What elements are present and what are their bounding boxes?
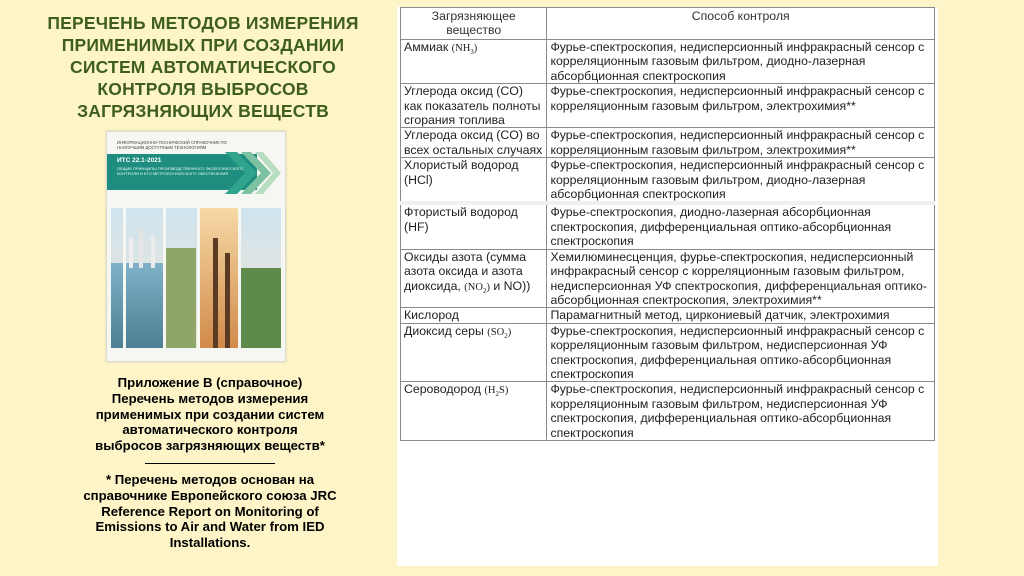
cover-photo-collage: [111, 208, 281, 348]
table-row: Диоксид серы $(SO_2)$ Фурье-спектроскопия, недисперсионный инфракрасный сенсор с корреляционным газовым фильтром, недисперсионная УФ спектроскопия, дифференциальная оптико-абсорбционная спектроскопия: [401, 323, 935, 382]
cover-publisher: ИНФОРМАЦИОННО-ТЕХНИЧЕСКИЙ СПРАВОЧНИК ПО НАИЛУЧШИМ ДОСТУПНЫМ ТЕХНОЛОГИЯМ: [117, 140, 227, 150]
slide-title: ПЕРЕЧЕНЬ МЕТОДОВ ИЗМЕРЕНИЯ ПРИМЕНИМЫХ ПРИ СОЗДАНИИ СИСТЕМ АВТОМАТИЧЕСКОГО КОНТРОЛЯ ВЫБРОСОВ ЗАГРЯЗНЯЮЩИХ ВЕЩЕСТВ: [47, 13, 359, 121]
cover-subtitle: ОБЩИЕ ПРИНЦИПЫ ПРОИЗВОДСТВЕННОГО ЭКОЛОГИЧЕСКОГО КОНТРОЛЯ И ЕГО МЕТРОЛОГИЧЕСКОГО ОБЕСПЕЧЕНИЯ: [117, 166, 244, 176]
divider: [145, 463, 275, 464]
methods-table-image: [397, 7, 938, 566]
column-header-substance: Загрязняющее вещество: [401, 8, 547, 40]
appendix-caption: Приложение В (справочное) Перечень методов измерения применимых при создании систем автоматического контроля выбросов загрязняющих веществ* * Перечень методов основан на справочнике Европейского союза JRC Reference Report on Monitoring of Emissions to Air and Water from IED Installations.: [83, 375, 337, 551]
book-cover-image: [106, 131, 286, 362]
column-header-method: Способ контроля: [547, 8, 935, 40]
table-row: Кислород Парамагнитный метод, циркониевый датчик, электрохимия: [401, 308, 935, 323]
cover-code: ИТС 22.1-2021: [117, 157, 162, 164]
table-row: Оксиды азота (сумма азота оксида и азота диоксида, $(NO_2)$ и NO)) Хемилюминесценция, фурье-спектроскопия, недисперсионный инфракрасный сенсор с корреляционным газовым фильтром, недисперсионная УФ спектроскопия, дифференциальная оптико-абсорбционная спектроскопия, электрохимия**: [401, 249, 935, 308]
table-row: Фтористый водород (HF) Фурье-спектроскопия, диодно-лазерная абсорбционная спектроскопия, дифференциальная оптико-абсорбционная спектроскопия: [401, 203, 935, 249]
table-row: Аммиак $(NH_3)$ Фурье-спектроскопия, недисперсионный инфракрасный сенсор с корреляционным газовым фильтром, диодно-лазерная абсорбционная спектроскопия: [401, 40, 935, 84]
table-row: Сероводород $(H_2S)$ Фурье-спектроскопия, недисперсионный инфракрасный сенсор с корреляционным газовым фильтром, недисперсионная УФ спектроскопия, дифференциальная оптико-абсорбционная спектроскопия: [401, 382, 935, 441]
table-row: Углерода оксид (CO) как показатель полноты сгорания топлива Фурье-спектроскопия, недисперсионный инфракрасный сенсор с корреляционным газовым фильтром, электрохимия**: [401, 84, 935, 128]
table-row: Углерода оксид (CO) во всех остальных случаях Фурье-спектроскопия, недисперсионный инфракрасный сенсор с корреляционным газовым фильтром, электрохимия**: [401, 128, 935, 158]
methods-table: [400, 7, 935, 441]
table-header-row: [401, 8, 935, 40]
table-row: Хлористый водород (HCl) Фурье-спектроскопия, недисперсионный инфракрасный сенсор с корреляционным газовым фильтром, диодно-лазерная абсорбционная спектроскопия: [401, 158, 935, 204]
